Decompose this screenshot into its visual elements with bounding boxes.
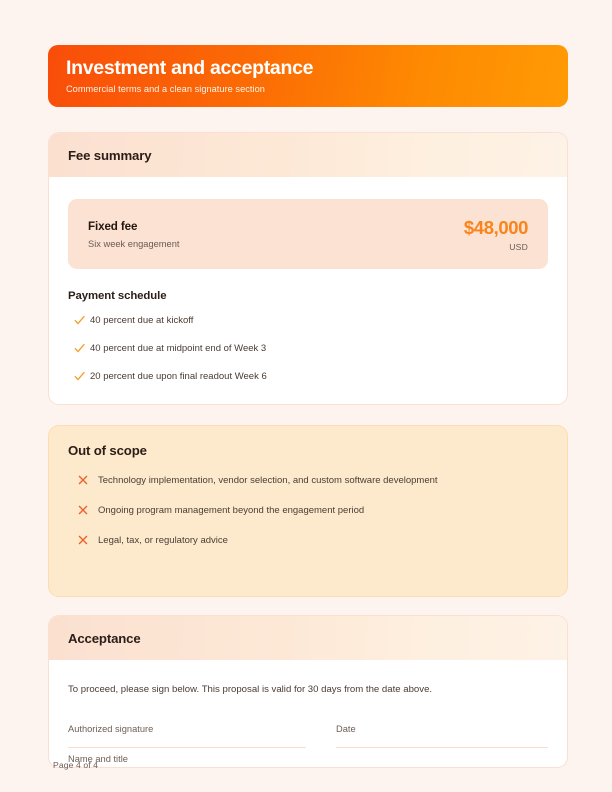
list-item xyxy=(68,341,548,369)
payment-schedule-title: Payment schedule xyxy=(68,290,167,302)
list-item-label: Technology implementation, vendor selection, and custom software development xyxy=(98,475,438,486)
date-field[interactable] xyxy=(336,724,548,764)
list-item xyxy=(68,473,548,503)
name-and-title-label: Name and title xyxy=(68,754,128,764)
list-item xyxy=(68,313,548,341)
list-item-label: Legal, tax, or regulatory advice xyxy=(98,535,228,546)
out-of-scope-card xyxy=(48,425,568,597)
fee-summary-card xyxy=(48,132,568,405)
section-header-banner xyxy=(48,45,568,107)
fixed-fee-amount-group xyxy=(464,217,528,252)
signature-field-label: Authorized signature xyxy=(68,724,154,734)
x-icon xyxy=(68,473,98,486)
acceptance-card-header xyxy=(49,616,567,660)
fee-summary-title: Fee summary xyxy=(68,147,152,163)
list-item xyxy=(68,533,548,563)
fixed-fee-label: Fixed fee xyxy=(88,219,138,233)
out-of-scope-list xyxy=(68,473,548,563)
page-subtitle: Commercial terms and a clean signature section xyxy=(66,84,265,94)
fixed-fee-currency: USD xyxy=(509,241,528,252)
page-title: Investment and acceptance xyxy=(66,57,314,79)
list-item-label: 20 percent due upon final readout Week 6 xyxy=(90,371,267,382)
fixed-fee-amount: $48,000 xyxy=(463,216,528,238)
date-line xyxy=(336,747,548,748)
signature-field[interactable] xyxy=(68,724,306,764)
x-icon xyxy=(68,533,98,546)
list-item-label: 40 percent due at midpoint end of Week 3 xyxy=(90,343,267,354)
check-icon xyxy=(68,313,90,327)
fee-summary-card-body xyxy=(49,199,567,397)
fixed-fee-sublabel: Six week engagement xyxy=(88,238,180,249)
signature-row xyxy=(68,724,548,764)
list-item xyxy=(68,369,548,397)
check-icon xyxy=(68,369,90,383)
fixed-fee-box xyxy=(68,199,548,269)
acceptance-intro-text: To proceed, please sign below. This proposal is valid for 30 days from the date above. xyxy=(68,684,433,695)
fixed-fee-labels xyxy=(88,220,179,249)
check-icon xyxy=(68,341,90,355)
date-field-label: Date xyxy=(336,724,356,734)
list-item-label: Ongoing program management beyond the engagement period xyxy=(98,505,365,516)
acceptance-title: Acceptance xyxy=(68,630,141,646)
fee-summary-card-header xyxy=(49,133,567,177)
out-of-scope-title: Out of scope xyxy=(68,442,147,458)
list-item-label: 40 percent due at kickoff xyxy=(90,315,194,326)
page-footer: Page 4 of 4 xyxy=(53,760,99,770)
x-icon xyxy=(68,503,98,516)
out-of-scope-card-header xyxy=(49,426,567,468)
out-of-scope-card-body xyxy=(49,473,567,563)
list-item xyxy=(68,503,548,533)
acceptance-card xyxy=(48,615,568,768)
acceptance-card-body xyxy=(49,683,567,764)
payment-schedule-list xyxy=(68,313,548,397)
signature-line xyxy=(68,747,306,748)
